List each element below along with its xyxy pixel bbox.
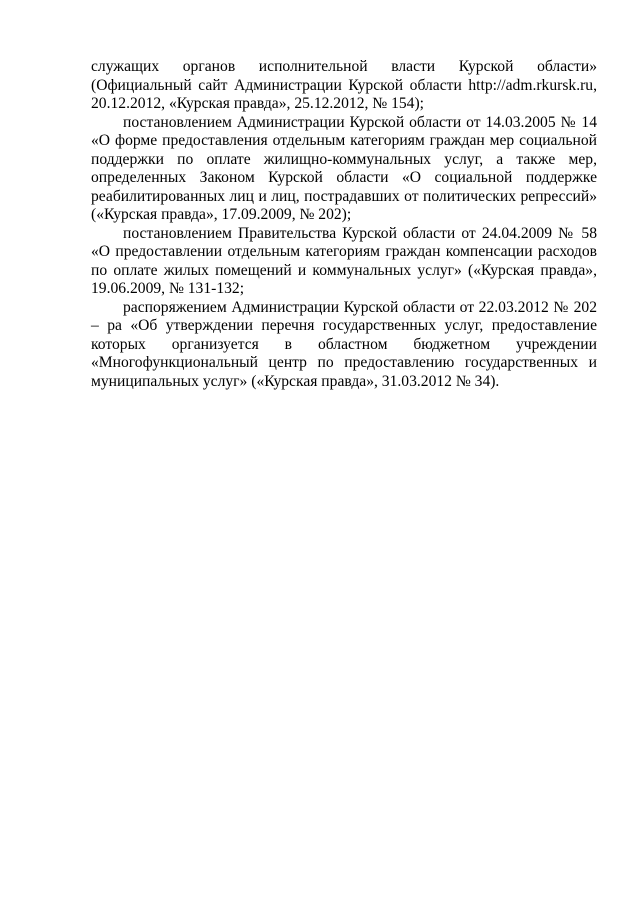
paragraph-official-website: служащих органов исполнительной власти Курской области» (Официальный сайт Администрации Курской области http://adm.rkursk.ru, 20.12.2012, «Курская правда», 25.12.2012, № 154); <box>91 58 597 112</box>
paragraph-resolution-2005: постановлением Администрации Курской области от 14.03.2005 № 14 «О форме предоставления отдельным категориям граждан мер социальной поддержки по оплате жилищно-коммунальных услуг, а также мер, определенных Законом Курской области «О социальной поддержке реабилитированных лиц и лиц, пострадавших от политических репрессий» («Курская правда», 17.09.2009, № 202); <box>91 113 597 223</box>
document-page <box>91 58 597 391</box>
paragraph-resolution-2009: постановлением Правительства Курской области от 24.04.2009 № 58 «О предоставлении отдельным категориям граждан компенсации расходов по оплате жилых помещений и коммунальных услуг» («Курская правда», 19.06.2009, № 131-132; <box>91 224 597 297</box>
paragraph-order-2012: распоряжением Администрации Курской области от 22.03.2012 № 202 – ра «Об утверждении перечня государственных услуг, предоставление которых организуется в областном бюджетном учреждении «Многофункциональный центр по предоставлению государственных и муниципальных услуг» («Курская правда», 31.03.2012 № 34). <box>91 298 597 390</box>
